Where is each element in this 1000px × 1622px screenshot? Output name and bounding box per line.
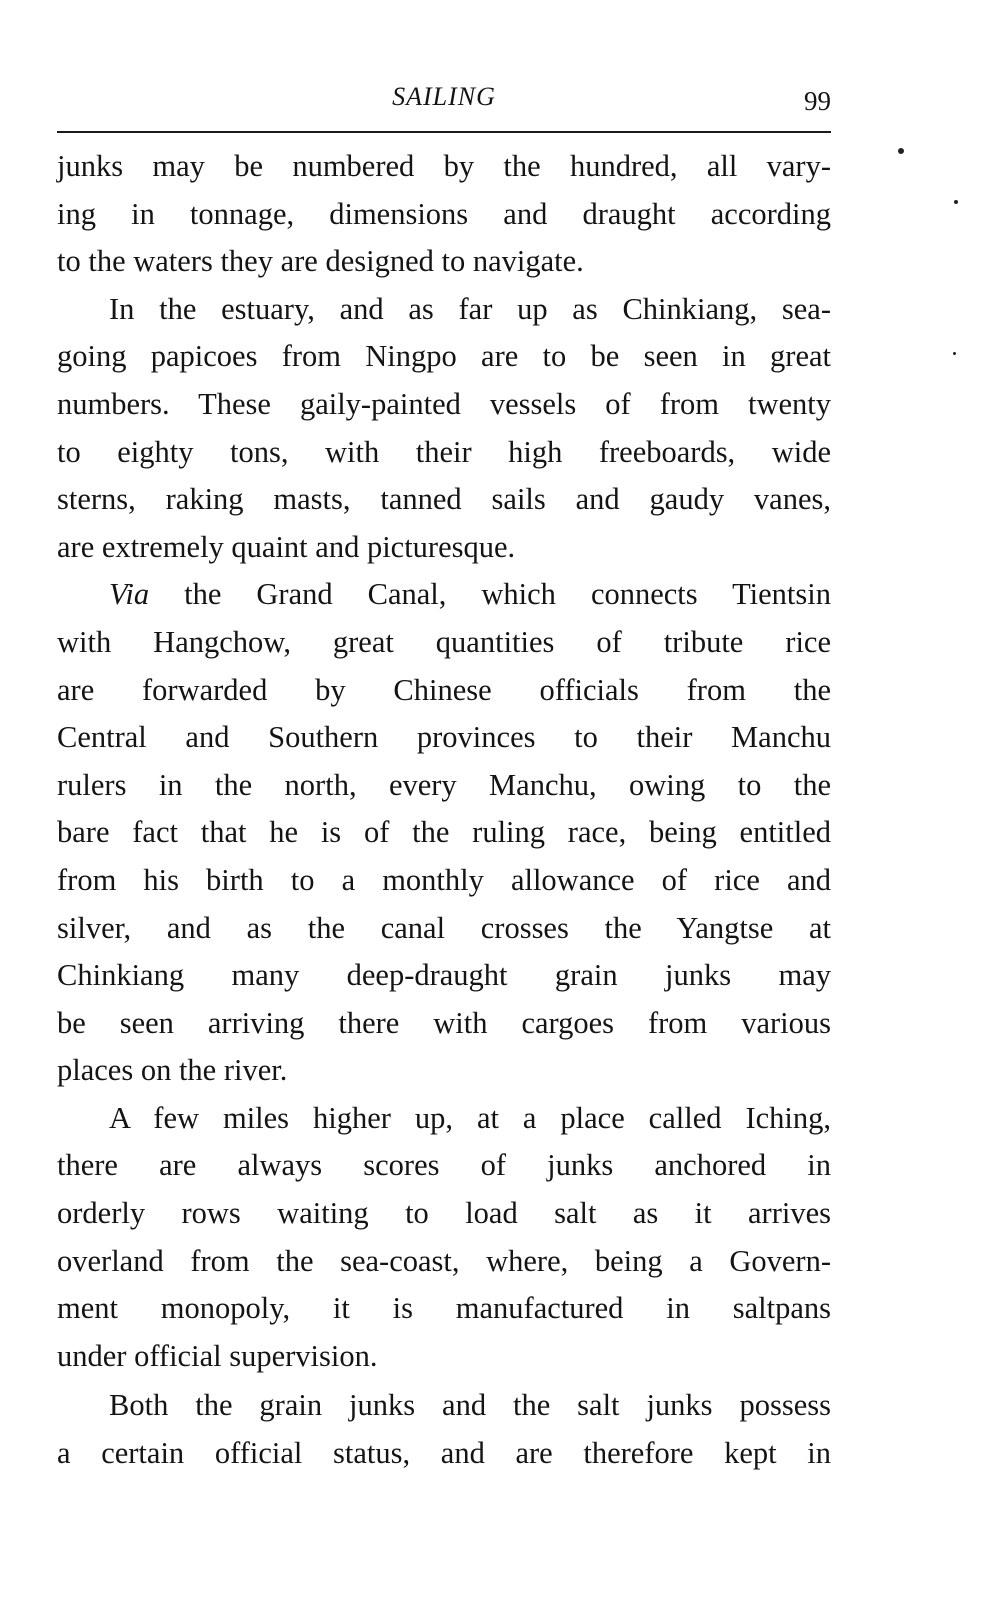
text-line bbox=[57, 286, 831, 334]
line-text: places on the river. bbox=[57, 1053, 288, 1088]
text-line bbox=[57, 333, 831, 381]
text-line bbox=[57, 714, 831, 762]
line-text: to the waters they are designed to navigate. bbox=[57, 244, 584, 279]
text-line bbox=[57, 381, 831, 429]
line-text: the Grand Canal, which connects Tientsin bbox=[149, 577, 831, 612]
text-line bbox=[57, 476, 831, 524]
line-text: rulers in the north, every Manchu, owing to the bbox=[57, 767, 831, 802]
line-text: sterns, raking masts, tanned sails and gaudy vanes, bbox=[57, 482, 831, 517]
header-rule bbox=[57, 131, 831, 133]
line-text: with Hangchow, great quantities of tribute rice bbox=[57, 624, 831, 659]
text-line bbox=[57, 238, 831, 286]
line-text: overland from the sea-coast, where, being a Govern- bbox=[57, 1243, 831, 1278]
text-line bbox=[57, 1190, 831, 1238]
page-number: 99 bbox=[804, 86, 831, 116]
text-line bbox=[57, 952, 831, 1000]
line-text: ing in tonnage, dimensions and draught according bbox=[57, 196, 831, 231]
text-line bbox=[57, 1047, 831, 1095]
text-line bbox=[57, 905, 831, 953]
text-line bbox=[57, 667, 831, 715]
line-text: silver, and as the canal crosses the Yangtse at bbox=[57, 910, 831, 945]
line-text: be seen arriving there with cargoes from various bbox=[57, 1005, 831, 1040]
text-line bbox=[57, 1095, 831, 1143]
line-text: bare fact that he is of the ruling race, being entitled bbox=[57, 815, 831, 850]
text-line bbox=[57, 857, 831, 905]
text-line bbox=[57, 524, 831, 572]
line-text: going papicoes from Ningpo are to be seen in great bbox=[57, 339, 831, 374]
line-text: Chinkiang many deep-draught grain junks may bbox=[57, 958, 831, 993]
text-line bbox=[57, 1285, 831, 1333]
text-line bbox=[57, 619, 831, 667]
text-line bbox=[57, 762, 831, 810]
text-line bbox=[57, 1238, 831, 1286]
print-speck bbox=[898, 148, 904, 154]
text-line bbox=[57, 143, 831, 191]
line-text: junks may be numbered by the hundred, all vary- bbox=[57, 149, 831, 183]
body-text bbox=[57, 143, 831, 1478]
text-line bbox=[57, 429, 831, 477]
text-line bbox=[57, 1382, 831, 1430]
line-text: numbers. These gaily-painted vessels of from twenty bbox=[57, 386, 831, 421]
line-text: under official supervision. bbox=[57, 1338, 378, 1373]
line-text: Both the grain junks and the salt junks possess bbox=[109, 1388, 831, 1423]
text-line bbox=[57, 809, 831, 857]
line-text: are forwarded by Chinese officials from the bbox=[57, 672, 831, 707]
text-line bbox=[57, 1333, 831, 1381]
print-speck bbox=[954, 200, 958, 204]
page-header bbox=[57, 76, 831, 126]
line-text: from his birth to a monthly allowance of rice and bbox=[57, 862, 831, 897]
text-line bbox=[57, 1142, 831, 1190]
line-text: orderly rows waiting to load salt as it arrives bbox=[57, 1196, 831, 1231]
text-line bbox=[57, 571, 831, 619]
line-text: ment monopoly, it is manufactured in saltpans bbox=[57, 1291, 831, 1326]
print-speck bbox=[953, 352, 956, 355]
text-line bbox=[57, 1430, 831, 1478]
line-text: a certain official status, and are therefore kept in bbox=[57, 1436, 831, 1471]
line-text: there are always scores of junks anchored in bbox=[57, 1148, 831, 1183]
line-text: Central and Southern provinces to their Manchu bbox=[57, 720, 831, 755]
line-text: In the estuary, and as far up as Chinkiang, sea- bbox=[109, 291, 831, 326]
text-line bbox=[57, 191, 831, 239]
line-text: are extremely quaint and picturesque. bbox=[57, 529, 516, 564]
line-text: to eighty tons, with their high freeboards, wide bbox=[57, 434, 831, 469]
running-title: SAILING bbox=[392, 82, 496, 111]
italic-text: Via bbox=[109, 577, 150, 612]
text-line bbox=[57, 1000, 831, 1048]
line-text: A few miles higher up, at a place called Iching, bbox=[109, 1100, 831, 1135]
